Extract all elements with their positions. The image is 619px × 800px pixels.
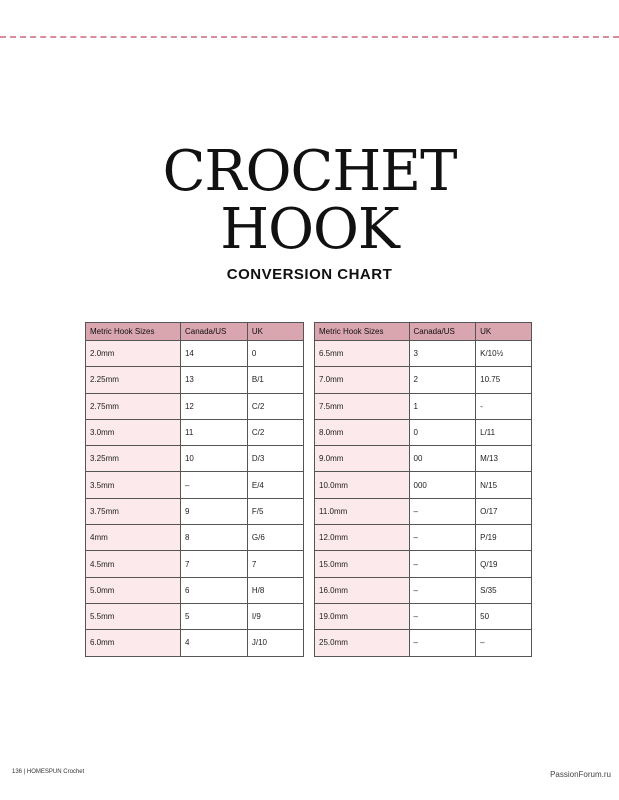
uk-cell: 10.75 [476, 367, 532, 393]
uk-cell: H/8 [247, 577, 303, 603]
table-row [315, 525, 532, 551]
table-row [86, 525, 304, 551]
table-row [86, 498, 304, 524]
column-header: UK [247, 323, 303, 341]
uk-cell: G/6 [247, 525, 303, 551]
page-footer: 136 | HOMESPUN Crochet [12, 769, 85, 775]
metric-size-cell: 6.5mm [315, 341, 410, 367]
uk-cell: D/3 [247, 446, 303, 472]
canada-us-cell: – [180, 472, 247, 498]
uk-cell: I/9 [247, 603, 303, 629]
table-row [86, 419, 304, 445]
uk-cell: M/13 [476, 446, 532, 472]
table-row [315, 341, 532, 367]
table-row [315, 472, 532, 498]
metric-size-cell: 25.0mm [315, 630, 410, 656]
canada-us-cell: 000 [409, 472, 476, 498]
column-header: Canada/US [180, 323, 247, 341]
metric-size-cell: 3.75mm [86, 498, 181, 524]
uk-cell: E/4 [247, 472, 303, 498]
column-header: Metric Hook Sizes [315, 323, 410, 341]
uk-cell: C/2 [247, 393, 303, 419]
metric-size-cell: 2.0mm [86, 341, 181, 367]
table-row [86, 603, 304, 629]
uk-cell: 0 [247, 341, 303, 367]
uk-cell: K/10½ [476, 341, 532, 367]
metric-size-cell: 2.75mm [86, 393, 181, 419]
conversion-table-right [314, 322, 532, 657]
uk-cell: F/5 [247, 498, 303, 524]
uk-cell: C/2 [247, 419, 303, 445]
canada-us-cell: 3 [409, 341, 476, 367]
canada-us-cell: – [409, 525, 476, 551]
metric-size-cell: 10.0mm [315, 472, 410, 498]
column-header: Metric Hook Sizes [86, 323, 181, 341]
page-subtitle: CONVERSION CHART [226, 266, 393, 283]
metric-size-cell: 3.0mm [86, 419, 181, 445]
metric-size-cell: 4.5mm [86, 551, 181, 577]
table-row [315, 446, 532, 472]
canada-us-cell: 11 [180, 419, 247, 445]
table-header-row [315, 323, 532, 341]
uk-cell: - [476, 393, 532, 419]
uk-cell: P/19 [476, 525, 532, 551]
metric-size-cell: 4mm [86, 525, 181, 551]
metric-size-cell: 7.5mm [315, 393, 410, 419]
canada-us-cell: 8 [180, 525, 247, 551]
uk-cell: 7 [247, 551, 303, 577]
uk-cell: Q/19 [476, 551, 532, 577]
table-row [315, 393, 532, 419]
canada-us-cell: 12 [180, 393, 247, 419]
canada-us-cell: 1 [409, 393, 476, 419]
watermark: PassionForum.ru [550, 770, 611, 779]
canada-us-cell: 5 [180, 603, 247, 629]
table-row [315, 630, 532, 656]
metric-size-cell: 11.0mm [315, 498, 410, 524]
canada-us-cell: – [409, 603, 476, 629]
uk-cell: – [476, 630, 532, 656]
page-title-line2: HOOK [220, 197, 399, 262]
canada-us-cell: – [409, 551, 476, 577]
metric-size-cell: 5.0mm [86, 577, 181, 603]
table-row [315, 551, 532, 577]
canada-us-cell: 4 [180, 630, 247, 656]
metric-size-cell: 8.0mm [315, 419, 410, 445]
uk-cell: S/35 [476, 577, 532, 603]
uk-cell: 50 [476, 603, 532, 629]
canada-us-cell: 7 [180, 551, 247, 577]
metric-size-cell: 16.0mm [315, 577, 410, 603]
metric-size-cell: 7.0mm [315, 367, 410, 393]
table-row [86, 341, 304, 367]
table-row [315, 577, 532, 603]
column-header: UK [476, 323, 532, 341]
canada-us-cell: 9 [180, 498, 247, 524]
canada-us-cell: – [409, 577, 476, 603]
metric-size-cell: 6.0mm [86, 630, 181, 656]
table-row [86, 630, 304, 656]
canada-us-cell: 10 [180, 446, 247, 472]
column-header: Canada/US [409, 323, 476, 341]
metric-size-cell: 3.25mm [86, 446, 181, 472]
table-row [315, 603, 532, 629]
table-row [315, 498, 532, 524]
metric-size-cell: 15.0mm [315, 551, 410, 577]
table-row [86, 446, 304, 472]
table-row [86, 393, 304, 419]
canada-us-cell: 00 [409, 446, 476, 472]
canada-us-cell: – [409, 630, 476, 656]
uk-cell: O/17 [476, 498, 532, 524]
metric-size-cell: 12.0mm [315, 525, 410, 551]
uk-cell: B/1 [247, 367, 303, 393]
canada-us-cell: 14 [180, 341, 247, 367]
page-title-line1: CROCHET [162, 139, 457, 204]
table-header-row [86, 323, 304, 341]
metric-size-cell: 3.5mm [86, 472, 181, 498]
table-row [315, 419, 532, 445]
table-row [86, 577, 304, 603]
uk-cell: J/10 [247, 630, 303, 656]
uk-cell: L/11 [476, 419, 532, 445]
table-row [86, 367, 304, 393]
table-row [86, 551, 304, 577]
table-row [315, 367, 532, 393]
canada-us-cell: 0 [409, 419, 476, 445]
uk-cell: N/15 [476, 472, 532, 498]
metric-size-cell: 9.0mm [315, 446, 410, 472]
canada-us-cell: 2 [409, 367, 476, 393]
canada-us-cell: 6 [180, 577, 247, 603]
conversion-table-left [85, 322, 304, 657]
canada-us-cell: 13 [180, 367, 247, 393]
table-row [86, 472, 304, 498]
metric-size-cell: 5.5mm [86, 603, 181, 629]
metric-size-cell: 2.25mm [86, 367, 181, 393]
canada-us-cell: – [409, 498, 476, 524]
metric-size-cell: 19.0mm [315, 603, 410, 629]
dashed-divider [0, 36, 619, 38]
